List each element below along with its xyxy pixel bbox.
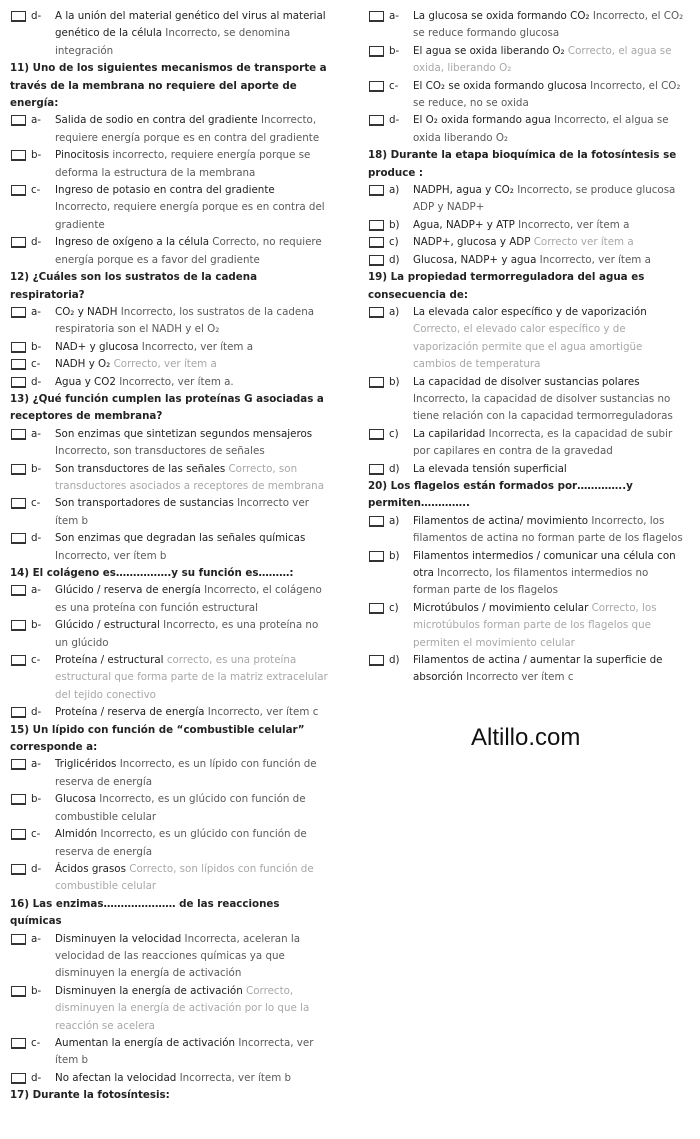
answer-checkbox[interactable] bbox=[11, 829, 26, 840]
answer-checkbox[interactable] bbox=[369, 220, 384, 231]
question-heading: 12) ¿Cuáles son los sustratos de la cadena respiratoria? bbox=[10, 271, 258, 301]
answer-option[interactable] bbox=[10, 826, 328, 861]
answer-option[interactable] bbox=[10, 147, 328, 182]
option-text: El CO₂ se oxida formando glucosa bbox=[413, 79, 587, 92]
question-heading: 14) El colágeno es…………….y su función es………: bbox=[10, 567, 294, 579]
answer-checkbox[interactable] bbox=[11, 533, 26, 544]
answer-checkbox[interactable] bbox=[11, 934, 26, 945]
option-text: Son enzimas que sintetizan segundos mensajeros bbox=[55, 427, 313, 440]
option-text: NADPH, agua y CO₂ bbox=[413, 184, 514, 197]
option-feedback: Incorrecto, se produce glucosa ADP y NADP+ bbox=[413, 184, 676, 214]
answer-checkbox[interactable] bbox=[11, 620, 26, 631]
option-letter: a- bbox=[31, 427, 42, 440]
watermark-brand: Altillo.com bbox=[471, 724, 581, 751]
option-feedback: Incorrecto, ver ítem a. bbox=[119, 375, 234, 388]
option-text: La glucosa se oxida formando CO₂ bbox=[413, 10, 590, 22]
option-text: Son enzimas que degradan las señales químicas bbox=[55, 532, 306, 545]
option-text: Agua, NADP+ y ATP bbox=[413, 218, 515, 231]
option-text: Disminuyen la energía de activación bbox=[55, 984, 243, 997]
option-letter: d- bbox=[389, 114, 400, 127]
option-feedback: Incorrecta, aceleran la velocidad de las reacciones químicas ya que disminuyen la energía de activación bbox=[55, 932, 301, 980]
answer-checkbox[interactable] bbox=[11, 185, 26, 196]
answer-option[interactable] bbox=[10, 339, 328, 356]
option-text: El agua se oxida liberando O₂ bbox=[413, 44, 565, 57]
option-letter: a- bbox=[31, 584, 42, 597]
answer-checkbox[interactable] bbox=[11, 11, 26, 22]
option-letter: c- bbox=[31, 654, 41, 667]
answer-option[interactable] bbox=[368, 304, 686, 374]
answer-checkbox[interactable] bbox=[11, 464, 26, 475]
answer-checkbox[interactable] bbox=[11, 359, 26, 370]
answer-option[interactable] bbox=[368, 461, 686, 478]
question-heading: 15) Un lípido con función de “combustible celular” corresponde a: bbox=[10, 723, 305, 754]
answer-checkbox[interactable] bbox=[11, 759, 26, 770]
option-letter: c- bbox=[31, 497, 41, 510]
option-feedback: Incorrecto, el algua se oxida liberando O₂ bbox=[413, 114, 669, 144]
answer-option[interactable] bbox=[10, 704, 328, 721]
option-text: Proteína / estructural bbox=[55, 654, 164, 667]
option-feedback: Correcto, son transductores asociados a receptores de membrana bbox=[55, 462, 325, 492]
option-letter: c- bbox=[31, 1036, 41, 1049]
answer-checkbox[interactable] bbox=[11, 864, 26, 875]
option-feedback: incorrecto, requiere energía porque se deforma la estructura de la membrana bbox=[55, 149, 311, 179]
question-heading: 19) La propiedad termorreguladora del agua es consecuencia de: bbox=[368, 271, 645, 301]
option-letter: d- bbox=[31, 532, 42, 545]
option-letter: b) bbox=[389, 218, 400, 231]
option-letter: a- bbox=[31, 305, 42, 318]
answer-checkbox[interactable] bbox=[369, 115, 384, 126]
option-letter: a) bbox=[389, 305, 400, 318]
answer-option[interactable] bbox=[10, 791, 328, 826]
option-text: Almidón bbox=[55, 828, 98, 841]
option-letter: c) bbox=[389, 427, 399, 440]
option-letter: a- bbox=[31, 114, 42, 127]
option-text: CO₂ y NADH bbox=[55, 305, 118, 318]
answer-checkbox[interactable] bbox=[11, 655, 26, 666]
answer-checkbox[interactable] bbox=[11, 237, 26, 248]
option-text: NADH y O₂ bbox=[55, 358, 111, 371]
answer-option[interactable] bbox=[10, 756, 328, 791]
option-feedback: correcto, es una proteína estructural que forma parte de la matriz extracelular del tejido conectivo bbox=[55, 654, 328, 701]
option-feedback: Incorrecto, es un glúcido con función de combustible celular bbox=[55, 793, 306, 823]
answer-checkbox[interactable] bbox=[11, 1038, 26, 1049]
option-letter: d) bbox=[389, 253, 400, 266]
left-column bbox=[10, 8, 328, 1105]
answer-option[interactable] bbox=[368, 217, 686, 234]
option-feedback: Incorrecto, los filamentos de actina no forman parte de los flagelos bbox=[413, 514, 683, 545]
option-letter: b- bbox=[31, 462, 42, 475]
option-letter: d) bbox=[389, 654, 400, 667]
answer-option[interactable] bbox=[368, 182, 686, 217]
answer-option[interactable] bbox=[10, 983, 328, 1035]
question-heading: 18) Durante la etapa bioquímica de la fotosíntesis se produce : bbox=[368, 149, 677, 179]
answer-option[interactable] bbox=[10, 112, 328, 147]
option-text: La capilaridad bbox=[413, 427, 486, 440]
option-feedback: Correcto, disminuyen la energía de activación por lo que la reacción se acelera bbox=[55, 984, 310, 1032]
option-feedback: Correcto, ver ítem a bbox=[113, 358, 217, 371]
option-text: A la unión del material genético del virus al material genético de la célula bbox=[55, 10, 326, 40]
option-feedback: Correcto ver ítem a bbox=[533, 236, 634, 249]
option-feedback: Incorrecto, el colágeno es una proteína con función estructural bbox=[55, 584, 322, 614]
option-feedback: Incorrecto, ver ítem a bbox=[518, 218, 630, 231]
option-feedback: Incorrecto, es una proteína no un glúcido bbox=[55, 619, 319, 649]
answer-checkbox[interactable] bbox=[369, 464, 384, 475]
option-text: Ingreso de potasio en contra del gradiente bbox=[55, 184, 275, 197]
option-letter: c- bbox=[31, 184, 41, 197]
option-letter: b) bbox=[389, 549, 400, 562]
option-feedback: Incorrecta, ver ítem b bbox=[179, 1071, 292, 1084]
answer-checkbox[interactable] bbox=[369, 429, 384, 440]
option-feedback: Correcto, no requiere energía porque es a favor del gradiente bbox=[55, 236, 322, 266]
answer-option[interactable] bbox=[368, 374, 686, 426]
option-text: Agua y CO2 bbox=[55, 375, 116, 388]
option-text: La capacidad de disolver sustancias polares bbox=[413, 375, 640, 388]
answer-option[interactable] bbox=[10, 931, 328, 983]
option-text: Filamentos intermedios / comunicar una célula con otra bbox=[413, 549, 676, 579]
right-column bbox=[368, 8, 686, 687]
answer-checkbox[interactable] bbox=[369, 551, 384, 562]
option-letter: d- bbox=[31, 10, 42, 22]
option-feedback: Correcto, los microtúbulos forman parte de los flagelos que permiten el movimiento celular bbox=[413, 601, 657, 649]
option-letter: d- bbox=[31, 1071, 42, 1084]
answer-option[interactable] bbox=[10, 356, 328, 373]
option-text: No afectan la velocidad bbox=[55, 1071, 177, 1084]
answer-checkbox[interactable] bbox=[11, 377, 26, 388]
answer-option[interactable] bbox=[10, 8, 328, 60]
option-letter: d- bbox=[31, 375, 42, 388]
answer-checkbox[interactable] bbox=[11, 429, 26, 440]
answer-checkbox[interactable] bbox=[11, 498, 26, 509]
option-feedback: Incorrecto, es un glúcido con función de reserva de energía bbox=[55, 828, 307, 858]
option-feedback: Incorrecto, el CO₂ se reduce formando glucosa bbox=[413, 10, 684, 40]
option-text: Salida de sodio en contra del gradiente bbox=[55, 114, 258, 127]
option-feedback: Incorrecto, la capacidad de disolver sustancias no tiene relación con la capacidad termorreguladoras bbox=[413, 392, 673, 423]
answer-option[interactable] bbox=[10, 1035, 328, 1070]
answer-checkbox[interactable] bbox=[369, 516, 384, 527]
answer-checkbox[interactable] bbox=[369, 237, 384, 248]
option-feedback: Correcto, son lípidos con función de combustible celular bbox=[55, 862, 314, 893]
option-feedback: Incorrecto ver ítem b bbox=[55, 497, 309, 527]
question-heading: 17) Durante la fotosíntesis: bbox=[10, 1089, 170, 1102]
option-feedback: Incorrecto, es un lípido con función de reserva de energía bbox=[55, 758, 317, 788]
question-heading: 20) Los flagelos están formados por…………..y permiten………….. bbox=[368, 479, 633, 510]
answer-option[interactable] bbox=[368, 252, 686, 269]
answer-option[interactable] bbox=[10, 617, 328, 652]
option-feedback: Correcto, el agua se oxida, liberando O₂ bbox=[413, 44, 672, 75]
option-text: Son transductores de las señales bbox=[55, 462, 226, 475]
option-feedback: Incorrecto, se denomina integración bbox=[55, 27, 291, 57]
answer-option[interactable] bbox=[368, 513, 686, 548]
option-letter: d- bbox=[31, 862, 42, 875]
answer-checkbox[interactable] bbox=[11, 150, 26, 161]
option-text: NAD+ y glucosa bbox=[55, 340, 139, 353]
answer-option[interactable] bbox=[368, 600, 686, 652]
option-feedback: Incorrecto, el CO₂ se reduce, no se oxida bbox=[413, 79, 681, 110]
answer-option[interactable] bbox=[10, 234, 328, 269]
answer-option[interactable] bbox=[10, 530, 328, 565]
option-letter: c- bbox=[31, 358, 41, 371]
answer-option[interactable] bbox=[10, 461, 328, 496]
option-letter: b- bbox=[31, 149, 42, 162]
option-text: Glucosa bbox=[55, 793, 97, 806]
option-feedback: Incorrecta, es la capacidad de subir por capilares en contra de la gravedad bbox=[413, 427, 673, 458]
option-text: Glúcido / estructural bbox=[55, 619, 160, 632]
answer-option[interactable] bbox=[10, 582, 328, 617]
option-feedback: Incorrecto ver ítem c bbox=[466, 671, 574, 684]
option-letter: b- bbox=[31, 793, 42, 806]
option-letter: c- bbox=[31, 828, 41, 841]
answer-checkbox[interactable] bbox=[11, 585, 26, 596]
option-letter: b) bbox=[389, 375, 400, 388]
option-text: Pinocitosis bbox=[55, 149, 110, 162]
answer-checkbox[interactable] bbox=[369, 307, 384, 318]
answer-option[interactable] bbox=[10, 374, 328, 391]
option-letter: c- bbox=[389, 79, 399, 92]
answer-option[interactable] bbox=[368, 43, 686, 78]
answer-checkbox[interactable] bbox=[11, 707, 26, 718]
option-letter: d) bbox=[389, 462, 400, 475]
answer-option[interactable] bbox=[10, 1070, 328, 1087]
option-feedback: Incorrecto, ver ítem b bbox=[55, 549, 167, 562]
option-letter: d- bbox=[31, 236, 42, 249]
option-feedback: Incorrecto, requiere energía porque es en contra del gradiente bbox=[55, 114, 320, 144]
answer-option[interactable] bbox=[368, 78, 686, 113]
option-letter: b- bbox=[31, 619, 42, 632]
option-letter: b- bbox=[31, 984, 42, 997]
question-heading: 13) ¿Qué función cumplen las proteínas G asociadas a receptores de membrana? bbox=[10, 392, 324, 423]
option-text: Proteína / reserva de energía bbox=[55, 706, 205, 719]
option-text: Son transportadores de sustancias bbox=[55, 497, 234, 510]
option-text: Disminuyen la velocidad bbox=[55, 932, 182, 945]
option-text: La elevada tensión superficial bbox=[413, 462, 567, 475]
answer-checkbox[interactable] bbox=[11, 307, 26, 318]
answer-checkbox[interactable] bbox=[369, 11, 384, 22]
option-text: Glucosa, NADP+ y agua bbox=[413, 253, 537, 266]
option-letter: b- bbox=[31, 340, 42, 353]
option-text: Microtúbulos / movimiento celular bbox=[413, 601, 589, 614]
option-text: Aumentan la energía de activación bbox=[55, 1036, 236, 1049]
option-feedback: Correcto, el elevado calor específico y de vaporización permite que el agua amortigüe cambios de temperatura bbox=[413, 323, 643, 371]
option-feedback: Incorrecto, los filamentos intermedios no forman parte de los flagelos bbox=[413, 567, 649, 597]
question-heading: 16) Las enzimas………………… de las reacciones químicas bbox=[10, 897, 280, 928]
answer-option[interactable] bbox=[10, 652, 328, 704]
answer-checkbox[interactable] bbox=[369, 377, 384, 388]
option-text: Triglicéridos bbox=[55, 758, 117, 771]
option-feedback: Incorrecto, ver ítem c bbox=[207, 706, 319, 719]
answer-checkbox[interactable] bbox=[11, 794, 26, 805]
answer-option[interactable] bbox=[10, 304, 328, 339]
answer-option[interactable] bbox=[10, 861, 328, 896]
option-text: La elevada calor específico y de vaporización bbox=[413, 305, 647, 318]
answer-option[interactable] bbox=[368, 112, 686, 147]
option-text: NADP+, glucosa y ADP bbox=[413, 236, 531, 249]
option-letter: a) bbox=[389, 514, 400, 527]
answer-checkbox[interactable] bbox=[369, 255, 384, 266]
option-feedback: Incorrecto, los sustratos de la cadena respiratoria son el NADH y el O₂ bbox=[55, 305, 315, 336]
answer-option[interactable] bbox=[10, 182, 328, 234]
answer-checkbox[interactable] bbox=[11, 986, 26, 997]
option-text: Glúcido / reserva de energía bbox=[55, 584, 201, 597]
question-heading: 11) Uno de los siguientes mecanismos de transporte a través de la membrana no requiere del aporte de energía: bbox=[10, 62, 327, 110]
option-feedback: Incorrecto, ver ítem a bbox=[539, 253, 651, 266]
option-letter: d- bbox=[31, 706, 42, 719]
option-feedback: Incorrecto, ver ítem a bbox=[141, 340, 254, 353]
answer-option[interactable] bbox=[368, 652, 686, 687]
answer-option[interactable] bbox=[368, 548, 686, 600]
option-feedback: Incorrecto, requiere energía porque es en contra del gradiente bbox=[55, 201, 325, 231]
answer-option[interactable] bbox=[368, 8, 686, 43]
answer-option[interactable] bbox=[368, 234, 686, 251]
option-text: Ácidos grasos bbox=[55, 862, 126, 875]
option-letter: c) bbox=[389, 236, 399, 249]
answer-option[interactable] bbox=[368, 426, 686, 461]
option-text: Filamentos de actina / aumentar la superficie de absorción bbox=[413, 654, 663, 684]
answer-checkbox[interactable] bbox=[369, 603, 384, 614]
option-letter: a- bbox=[389, 10, 400, 22]
option-letter: a) bbox=[389, 184, 400, 197]
answer-checkbox[interactable] bbox=[11, 115, 26, 126]
answer-checkbox[interactable] bbox=[369, 185, 384, 196]
option-letter: a- bbox=[31, 758, 42, 771]
answer-checkbox[interactable] bbox=[11, 1073, 26, 1084]
answer-checkbox[interactable] bbox=[11, 342, 26, 353]
answer-checkbox[interactable] bbox=[369, 81, 384, 92]
option-feedback: Incorrecta, ver ítem b bbox=[55, 1036, 314, 1067]
answer-checkbox[interactable] bbox=[369, 46, 384, 57]
option-text: Ingreso de oxígeno a la célula bbox=[55, 236, 210, 249]
answer-option[interactable] bbox=[10, 426, 328, 461]
option-letter: a- bbox=[31, 932, 42, 945]
answer-option[interactable] bbox=[10, 495, 328, 530]
option-letter: b- bbox=[389, 44, 400, 57]
answer-checkbox[interactable] bbox=[369, 655, 384, 666]
option-text: El O₂ oxida formando agua bbox=[413, 114, 551, 127]
option-feedback: Incorrecto, son transductores de señales bbox=[55, 445, 265, 458]
option-text: Filamentos de actina/ movimiento bbox=[413, 514, 589, 527]
option-letter: c) bbox=[389, 601, 399, 614]
